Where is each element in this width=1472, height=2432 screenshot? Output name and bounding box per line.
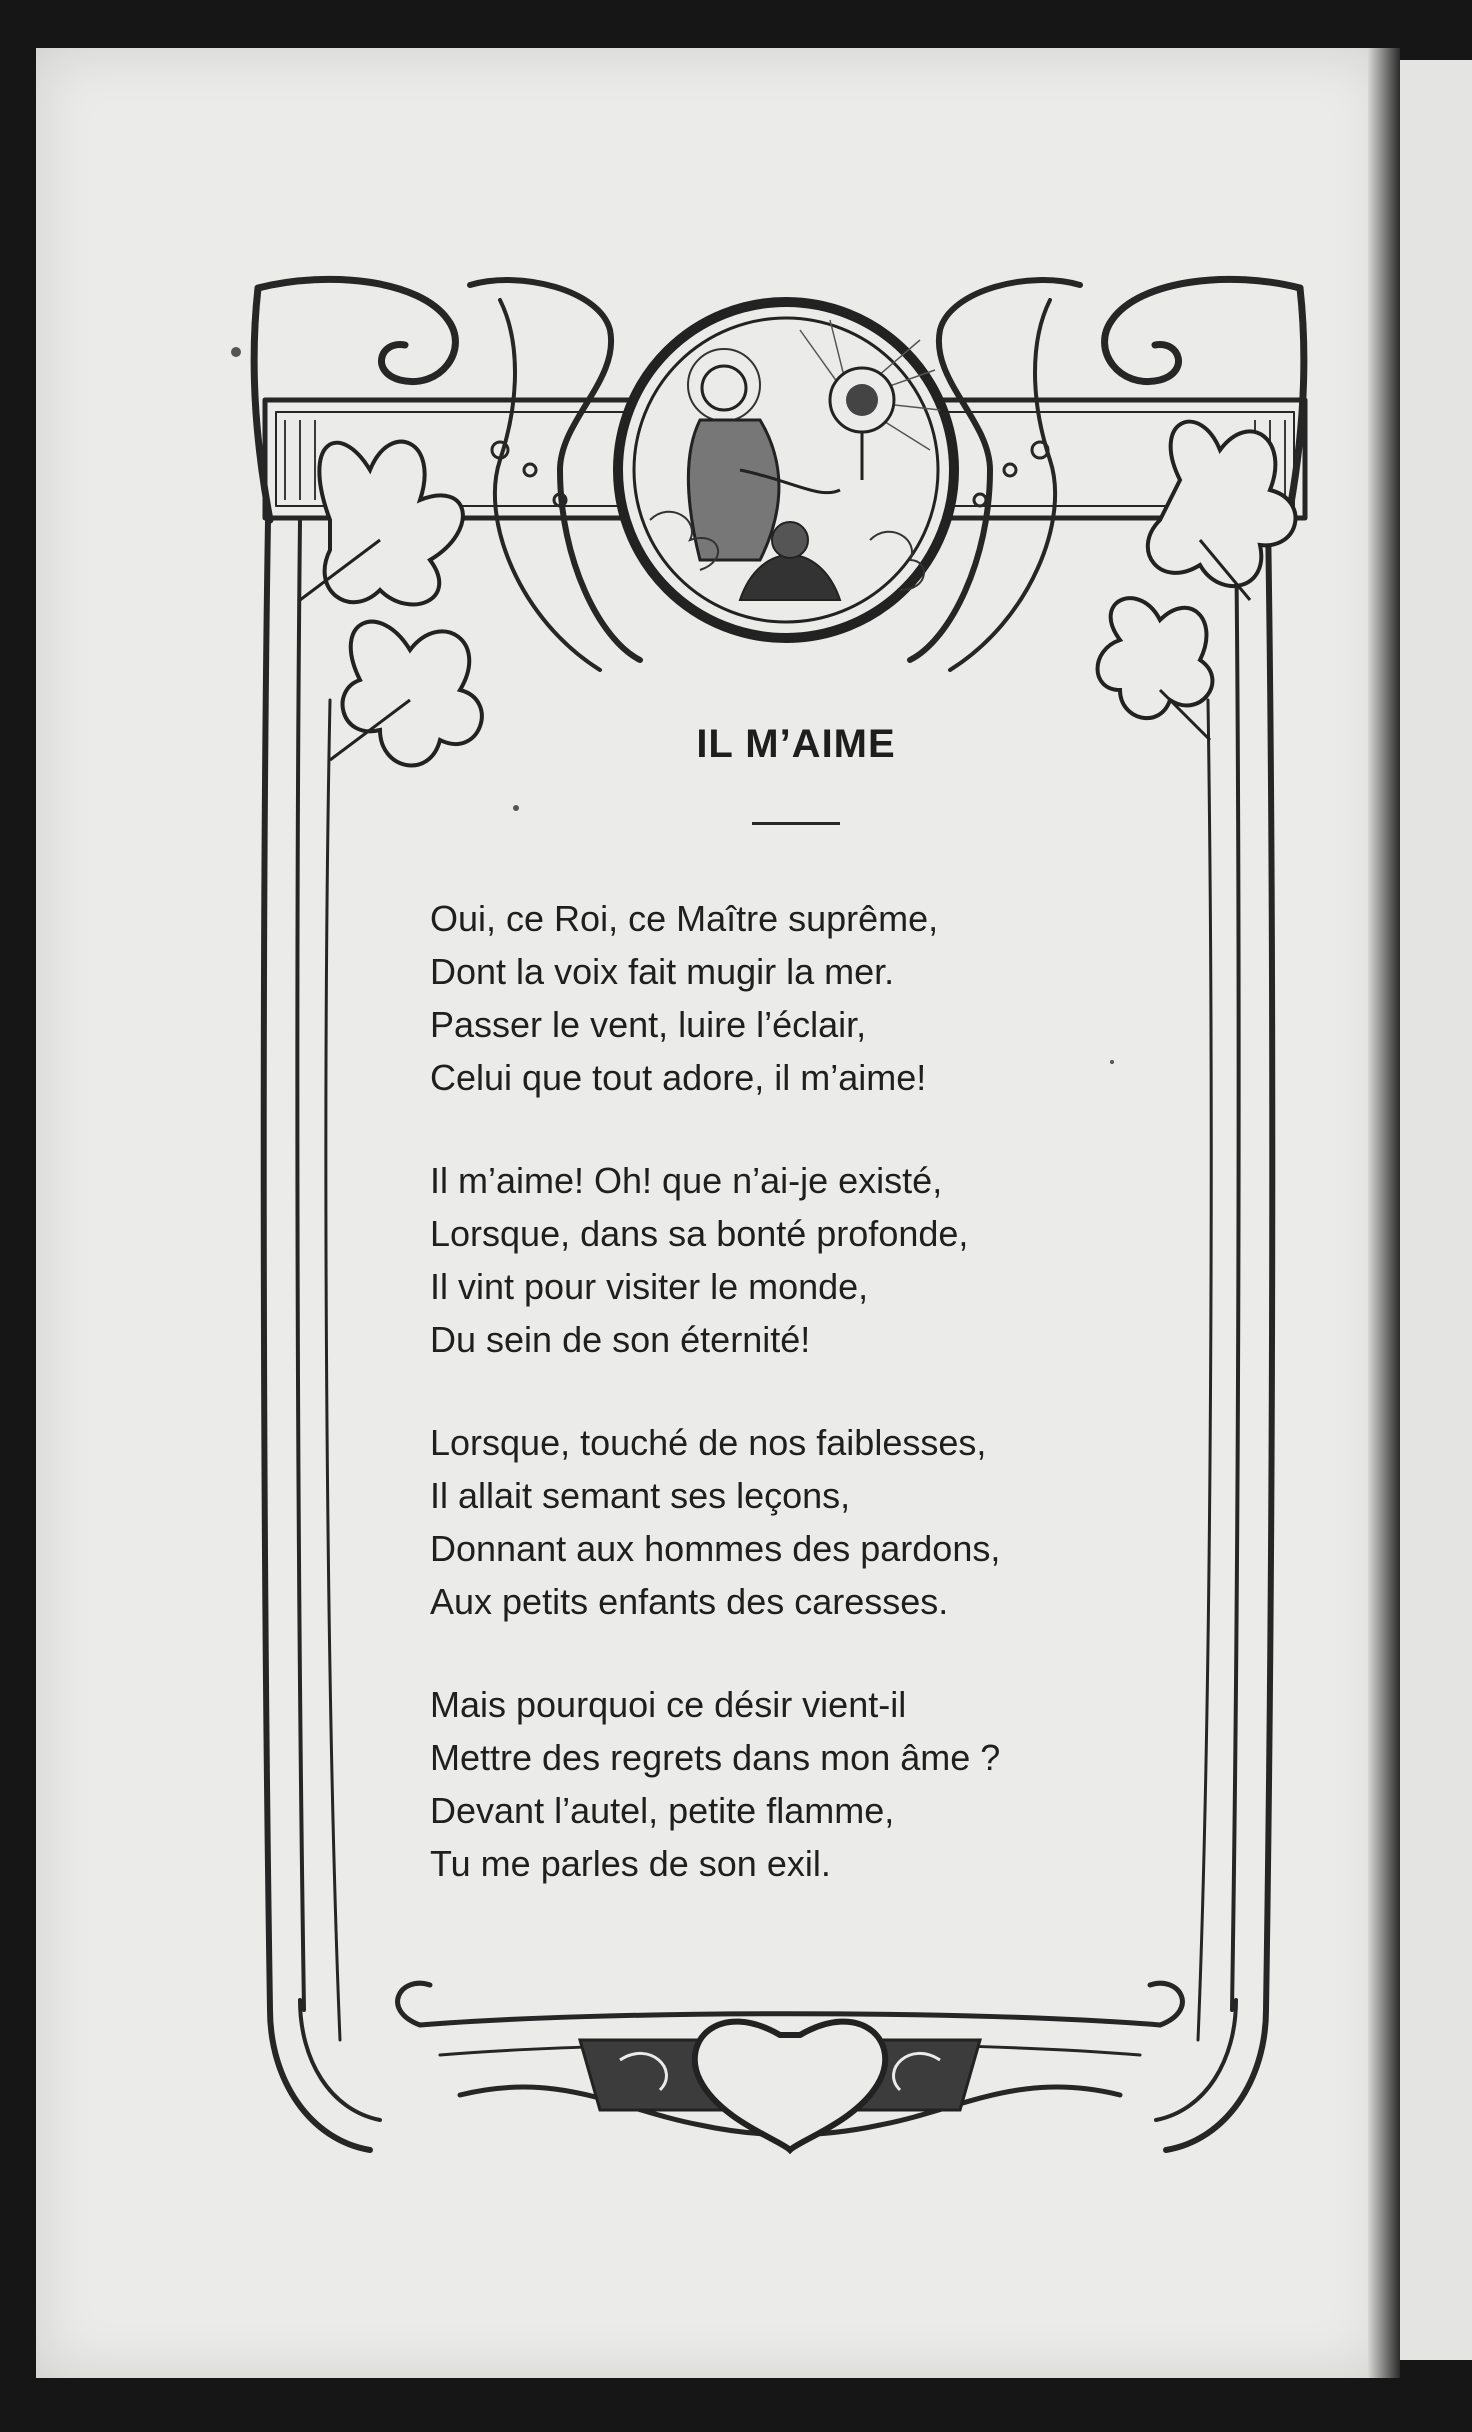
- verse-line: Celui que tout adore, il m’aime!: [430, 1057, 927, 1098]
- verse-line: Il allait semant ses leçons,: [430, 1475, 851, 1516]
- verse-line: Lorsque, dans sa bonté profonde,: [430, 1213, 969, 1254]
- stanza: [430, 892, 1150, 1104]
- verse-line: Tu me parles de son exil.: [430, 1843, 831, 1884]
- title-divider: [752, 822, 840, 825]
- verse-line: Il vint pour visiter le monde,: [430, 1266, 869, 1307]
- verse-line: Dont la voix fait mugir la mer.: [430, 951, 895, 992]
- verse-line: Il m’aime! Oh! que n’ai-je existé,: [430, 1160, 943, 1201]
- verse-line: Oui, ce Roi, ce Maître suprême,: [430, 898, 939, 939]
- lily-left-icon: [300, 442, 482, 766]
- heart-cartouche-icon: [580, 2022, 980, 2150]
- verse-line: Lorsque, touché de nos faiblesses,: [430, 1422, 987, 1463]
- verse-line: Devant l’autel, petite flamme,: [430, 1790, 895, 1831]
- verse-line: Du sein de son éternité!: [430, 1319, 811, 1360]
- stanza: [430, 1154, 1150, 1366]
- lily-right-icon: [1098, 422, 1296, 740]
- poem-title: IL M’AIME: [696, 722, 896, 766]
- saint-medallion-icon: [618, 302, 954, 638]
- verse-line: Mais pourquoi ce désir vient-il: [430, 1684, 907, 1725]
- stanza: [430, 1678, 1150, 1890]
- verse-line: Passer le vent, luire l’éclair,: [430, 1004, 867, 1045]
- poem-body: [430, 892, 1150, 1940]
- verse-line: Mettre des regrets dans mon âme ?: [430, 1737, 1001, 1778]
- stanza: [430, 1416, 1150, 1628]
- verse-line: Aux petits enfants des caresses.: [430, 1581, 949, 1622]
- verse-line: Donnant aux hommes des pardons,: [430, 1528, 1001, 1569]
